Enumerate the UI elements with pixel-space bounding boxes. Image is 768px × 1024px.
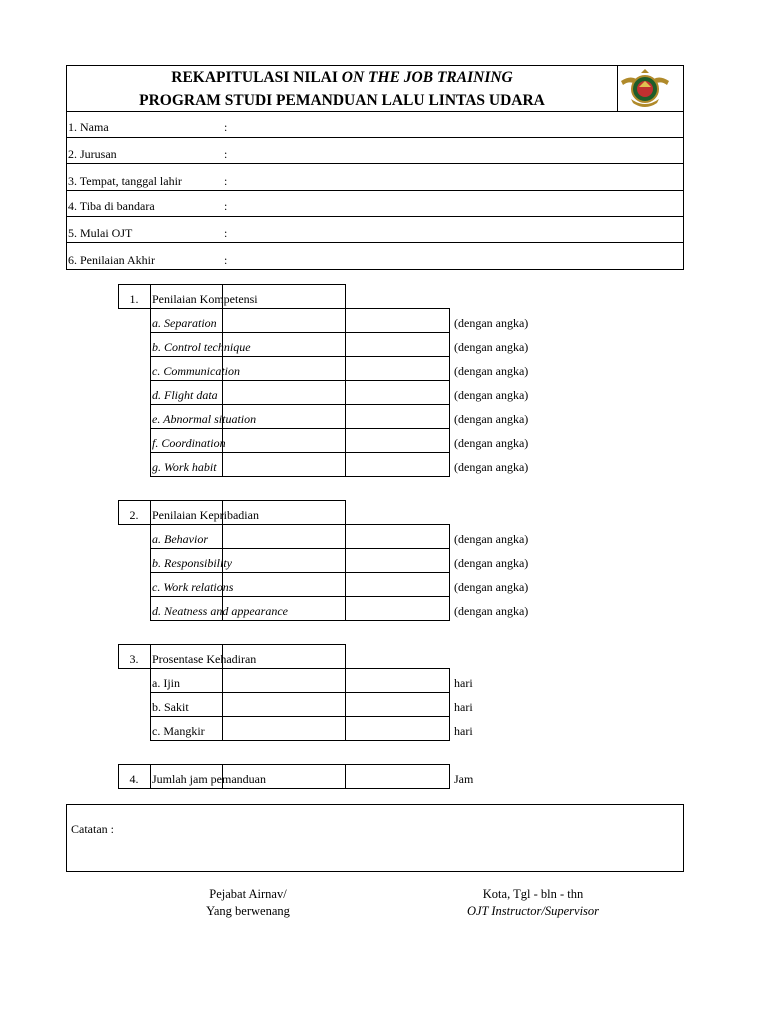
section-3-item-note: hari	[454, 676, 473, 690]
section-3-row-line	[150, 740, 450, 741]
section-2-item-label: b. Responsibility	[152, 556, 232, 570]
section-3-row-line	[150, 668, 450, 669]
section-1-item-note: (dengan angka)	[454, 364, 529, 378]
title-italic: ON THE JOB TRAINING	[341, 69, 513, 86]
section-1-item-note: (dengan angka)	[454, 340, 529, 354]
field-mulai-label: 5. Mulai OJT	[68, 226, 133, 240]
section-3-row-line	[150, 692, 450, 693]
section-1-row-line	[150, 308, 450, 309]
field-divider	[66, 242, 684, 243]
section-2-item-label: d. Neatness and appearance	[152, 604, 288, 618]
section-3-number: 3.	[129, 652, 139, 666]
section-1-right-border	[449, 308, 450, 476]
section-1-item-label: c. Communication	[152, 364, 240, 378]
field-divider	[66, 163, 684, 164]
section-2-item-note: (dengan angka)	[454, 604, 529, 618]
field-nama-label: 1. Nama	[68, 120, 109, 134]
section-1-item-label: b. Control technique	[152, 340, 251, 354]
section-2-row-line	[150, 548, 450, 549]
section-1-row-line	[150, 476, 450, 477]
section-4-title: Jumlah jam pemanduan	[152, 772, 266, 786]
section-4-number: 4.	[129, 772, 139, 786]
section-1-row-line	[150, 404, 450, 405]
section-4-number-divider	[150, 764, 151, 788]
section-2-value-divider	[345, 500, 346, 620]
field-penilaian-colon: :	[224, 253, 228, 267]
field-divider	[66, 190, 684, 191]
notes-label: Catatan :	[71, 822, 114, 836]
section-1-title: Penilaian Kompetensi	[152, 292, 258, 306]
section-1-item-label: f. Coordination	[152, 436, 226, 450]
section-1-row-line	[150, 452, 450, 453]
section-2-item-note: (dengan angka)	[454, 556, 529, 570]
section-2-item-note: (dengan angka)	[454, 532, 529, 546]
section-2-row-line	[150, 572, 450, 573]
section-3-row-line	[150, 716, 450, 717]
field-jurusan-label: 2. Jurusan	[68, 147, 117, 161]
section-1-item-note: (dengan angka)	[454, 412, 529, 426]
field-mulai-colon: :	[224, 226, 228, 240]
section-4-value-divider	[345, 764, 346, 788]
field-nama-colon: :	[224, 120, 228, 134]
section-3-item-label: a. Ijin	[152, 676, 180, 690]
signature-left-line2: Yang berwenang	[206, 904, 290, 918]
field-tiba-colon: :	[224, 199, 228, 213]
section-2-number-divider	[150, 500, 151, 620]
section-1-number: 1.	[129, 292, 139, 306]
field-ttl-label: 3. Tempat, tanggal lahir	[68, 174, 182, 188]
field-divider	[66, 137, 684, 138]
section-2-item-label: c. Work relations	[152, 580, 234, 594]
emblem-logo-icon	[619, 67, 671, 110]
field-jurusan-colon: :	[224, 147, 228, 161]
section-1-row-line	[150, 428, 450, 429]
section-3-right-border	[449, 668, 450, 740]
signature-right-line1: Kota, Tgl - bln - thn	[482, 887, 584, 901]
field-penilaian-label: 6. Penilaian Akhir	[68, 253, 155, 267]
section-3-item-label: c. Mangkir	[152, 724, 205, 738]
section-3-title: Prosentase Kehadiran	[152, 652, 257, 666]
notes-box	[66, 804, 684, 872]
section-1-row-line	[150, 380, 450, 381]
section-2-item-label: a. Behavior	[152, 532, 208, 546]
section-2-row-line	[150, 596, 450, 597]
section-2-row-line	[150, 524, 450, 525]
section-1-item-note: (dengan angka)	[454, 436, 529, 450]
section-3-item-note: hari	[454, 724, 473, 738]
section-1-item-label: g. Work habit	[152, 460, 217, 474]
title-line-2: PROGRAM STUDI PEMANDUAN LALU LINTAS UDARA	[139, 92, 545, 109]
section-2-number: 2.	[129, 508, 139, 522]
field-tiba-label: 4. Tiba di bandara	[68, 199, 155, 213]
section-3-item-label: b. Sakit	[152, 700, 189, 714]
field-ttl-colon: :	[224, 174, 228, 188]
title-prefix: REKAPITULASI NILAI	[171, 69, 342, 86]
section-2-item-note: (dengan angka)	[454, 580, 529, 594]
section-2-title: Penilaian Kepribadian	[152, 508, 259, 522]
section-1-item-label: a. Separation	[152, 316, 217, 330]
section-1-item-label: d. Flight data	[152, 388, 218, 402]
section-1-item-note: (dengan angka)	[454, 460, 529, 474]
signature-left-line1: Pejabat Airnav/	[209, 887, 287, 901]
section-1-row-line	[150, 332, 450, 333]
title-line-1	[67, 69, 617, 87]
field-divider	[66, 216, 684, 217]
section-1-item-note: (dengan angka)	[454, 316, 529, 330]
section-4-note: Jam	[454, 772, 474, 786]
section-1-item-note: (dengan angka)	[454, 388, 529, 402]
section-3-item-note: hari	[454, 700, 473, 714]
header-logo-divider	[617, 65, 618, 111]
section-2-row-line	[150, 620, 450, 621]
section-1-item-label: e. Abnormal situation	[152, 412, 257, 426]
signature-right-line2: OJT Instructor/Supervisor	[466, 904, 600, 918]
section-1-row-line	[150, 356, 450, 357]
